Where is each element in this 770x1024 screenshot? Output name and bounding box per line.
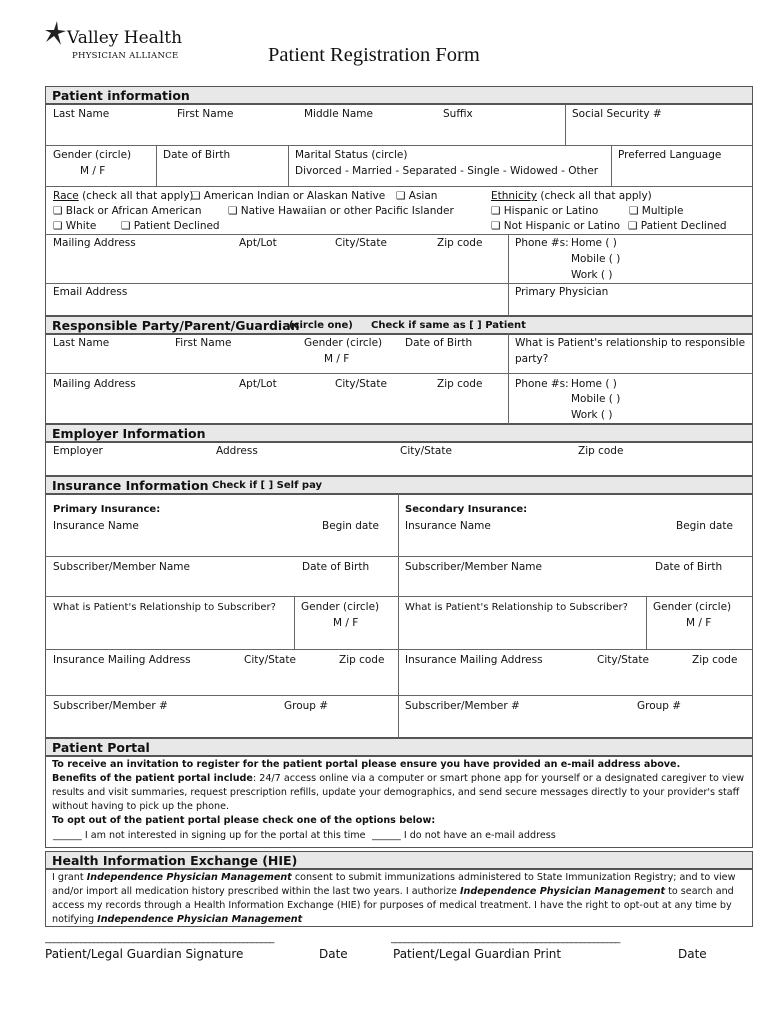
portal-text — [52, 758, 748, 828]
ethnicity-label: Ethnicity (check all that apply) — [491, 190, 652, 202]
responsible-circle-note: (circle one) — [289, 320, 353, 331]
race-option-asian[interactable]: ❑ Asian — [396, 190, 438, 202]
responsible-gender-field[interactable]: Gender (circle) — [304, 337, 383, 349]
patient-city-state-field[interactable]: City/State — [335, 237, 387, 249]
responsible-same-as-patient-checkbox[interactable]: Check if same as [ ] Patient — [371, 320, 526, 331]
primary-begin-date-field[interactable]: Begin date — [322, 520, 379, 532]
responsible-apt-field[interactable]: Apt/Lot — [239, 378, 277, 390]
patient-info-header: Patient information — [52, 88, 190, 103]
employer-city-state-field[interactable]: City/State — [400, 445, 452, 457]
hie-header: Health Information Exchange (HIE) — [52, 853, 298, 868]
secondary-subscriber-dob-field[interactable]: Date of Birth — [655, 561, 723, 573]
employer-address-field[interactable]: Address — [216, 445, 258, 457]
patient-last-name-field[interactable]: Last Name — [53, 108, 110, 120]
employer-header-bar — [45, 424, 753, 442]
primary-zip-field[interactable]: Zip code — [339, 654, 385, 666]
portal-opt-no-email[interactable]: ______ I do not have an e-mail address — [372, 830, 556, 841]
portal-header: Patient Portal — [52, 740, 150, 755]
responsible-dob-field[interactable]: Date of Birth — [405, 337, 473, 349]
responsible-first-name-field[interactable]: First Name — [175, 337, 232, 349]
primary-gender-options[interactable]: M / F — [333, 617, 359, 629]
employer-name-field[interactable]: Employer — [53, 445, 103, 457]
employer-zip-field[interactable]: Zip code — [578, 445, 624, 457]
patient-phone-mobile[interactable]: Mobile ( ) — [571, 253, 621, 265]
primary-mailing-address-field[interactable]: Insurance Mailing Address — [53, 654, 191, 666]
secondary-member-number-field[interactable]: Subscriber/Member # — [405, 700, 520, 712]
secondary-insurance-label: Secondary Insurance: — [405, 504, 528, 515]
logo-subtitle: PHYSICIAN ALLIANCE — [72, 51, 179, 61]
secondary-gender-options[interactable]: M / F — [686, 617, 712, 629]
ethnicity-option-declined[interactable]: ❑ Patient Declined — [628, 220, 727, 232]
ethnicity-option-not-hispanic[interactable]: ❑ Not Hispanic or Latino — [491, 220, 621, 232]
responsible-phone-home[interactable]: Home ( ) — [571, 378, 617, 390]
patient-info-header-bar — [45, 86, 753, 104]
patient-phone-work[interactable]: Work ( ) — [571, 269, 613, 281]
logo-name: Valley Health — [67, 28, 183, 48]
form-title: Patient Registration Form — [268, 44, 480, 66]
patient-marital-field: Marital Status (circle) — [295, 149, 408, 161]
hie-header-bar — [45, 851, 753, 869]
primary-subscriber-dob-field[interactable]: Date of Birth — [302, 561, 370, 573]
secondary-gender-field[interactable]: Gender (circle) — [653, 601, 732, 613]
portal-opt-not-interested[interactable]: ______ I am not interested in signing up for the portal at this time — [53, 830, 366, 841]
secondary-relationship-field[interactable]: What is Patient's Relationship to Subscriber? — [405, 602, 628, 613]
secondary-zip-field[interactable]: Zip code — [692, 654, 738, 666]
race-option-black[interactable]: ❑ Black or African American — [53, 205, 202, 217]
patient-mailing-address-field[interactable]: Mailing Address — [53, 237, 136, 249]
secondary-group-number-field[interactable]: Group # — [637, 700, 682, 712]
patient-primary-physician-field[interactable]: Primary Physician — [515, 286, 609, 298]
responsible-relationship-field[interactable]: What is Patient's relationship to responsible — [515, 337, 746, 349]
employer-header: Employer Information — [52, 426, 206, 441]
responsible-phone-work[interactable]: Work ( ) — [571, 409, 613, 421]
responsible-gender-options[interactable]: M / F — [324, 353, 350, 365]
insurance-header-bar — [45, 476, 753, 494]
primary-insurance-label: Primary Insurance: — [53, 504, 161, 515]
portal-benefits-label: Benefits of the patient portal include — [52, 773, 253, 784]
responsible-city-state-field[interactable]: City/State — [335, 378, 387, 390]
patient-phones-label: Phone #s: — [515, 237, 569, 249]
portal-invitation-text: To receive an invitation to register for the patient portal please ensure you have provided an e-mail address above. — [52, 759, 681, 770]
responsible-header: Responsible Party/Parent/Guardian — [52, 318, 300, 333]
secondary-city-state-field[interactable]: City/State — [597, 654, 649, 666]
patient-gender-options[interactable]: M / F — [80, 165, 106, 177]
primary-relationship-field[interactable]: What is Patient's Relationship to Subscriber? — [53, 602, 276, 613]
self-pay-checkbox[interactable]: Check if [ ] Self pay — [212, 480, 323, 491]
responsible-zip-field[interactable]: Zip code — [437, 378, 483, 390]
patient-dob-field[interactable]: Date of Birth — [163, 149, 231, 161]
employer-frame — [45, 442, 753, 476]
portal-opt-out-text: To opt out of the patient portal please check one of the options below: — [52, 815, 436, 826]
print-name-label: Patient/Legal Guardian Print — [393, 947, 562, 961]
ethnicity-option-hispanic[interactable]: ❑ Hispanic or Latino — [491, 205, 599, 217]
primary-member-number-field[interactable]: Subscriber/Member # — [53, 700, 168, 712]
hie-consent-text: I grant Independence Physician Management consent to submit immunizations administered to State Immunization Registry; and to view and/or import all medication history prescribed within the last two years. I authorize Independence Physician Management to search and access my records through a Health Information Exchange (HIE) for purposes of medical treatment. I have the right to opt-out at any time by notifying Independence Physician Management — [52, 872, 736, 925]
insurance-header: Insurance Information — [52, 478, 209, 493]
secondary-insurance-name-field[interactable]: Insurance Name — [405, 520, 491, 532]
patient-first-name-field[interactable]: First Name — [177, 108, 234, 120]
primary-city-state-field[interactable]: City/State — [244, 654, 296, 666]
race-option-american-indian[interactable]: ❑ American Indian or Alaskan Native — [191, 190, 386, 202]
patient-gender-field[interactable]: Gender (circle) — [53, 149, 132, 161]
portal-benefits-text: : 24/7 access online via a computer or smart phone app for yourself or a designated caregiver to view results and visit summaries, request prescription refills, update your demographics, and send secure messages directly to your provider's staff without having to pick up the phone. — [52, 773, 745, 812]
secondary-subscriber-name-field[interactable]: Subscriber/Member Name — [405, 561, 542, 573]
print-name-line[interactable]: ____________________________________________________ — [391, 933, 620, 944]
responsible-phone-mobile[interactable]: Mobile ( ) — [571, 393, 621, 405]
primary-subscriber-name-field[interactable]: Subscriber/Member Name — [53, 561, 190, 573]
signature-label: Patient/Legal Guardian Signature — [45, 947, 244, 961]
valley-health-star-icon — [42, 18, 68, 48]
responsible-header-bar — [45, 316, 753, 334]
patient-zip-field[interactable]: Zip code — [437, 237, 483, 249]
patient-marital-options[interactable]: Divorced - Married - Separated - Single - Widowed - Other — [295, 165, 599, 177]
print-date-label: Date — [678, 947, 707, 961]
ethnicity-option-multiple[interactable]: ❑ Multiple — [629, 205, 684, 217]
race-label: Race (check all that apply) — [53, 190, 194, 202]
portal-header-bar — [45, 738, 753, 756]
responsible-mailing-field[interactable]: Mailing Address — [53, 378, 136, 390]
signature-date-label: Date — [319, 947, 348, 961]
primary-gender-field[interactable]: Gender (circle) — [301, 601, 380, 613]
patient-middle-name-field[interactable]: Middle Name — [304, 108, 373, 120]
race-option-declined[interactable]: ❑ Patient Declined — [121, 220, 220, 232]
race-option-white[interactable]: ❑ White — [53, 220, 97, 232]
patient-ssn-field[interactable]: Social Security # — [572, 108, 662, 120]
patient-email-field[interactable]: Email Address — [53, 286, 128, 298]
patient-apt-field[interactable]: Apt/Lot — [239, 237, 277, 249]
responsible-phones-label: Phone #s: — [515, 378, 569, 390]
primary-group-number-field[interactable]: Group # — [284, 700, 329, 712]
secondary-begin-date-field[interactable]: Begin date — [676, 520, 733, 532]
patient-phone-home[interactable]: Home ( ) — [571, 237, 617, 249]
patient-suffix-field[interactable]: Suffix — [443, 108, 473, 120]
responsible-last-name-field[interactable]: Last Name — [53, 337, 110, 349]
primary-insurance-name-field[interactable]: Insurance Name — [53, 520, 139, 532]
race-option-native-hawaiian[interactable]: ❑ Native Hawaiian or other Pacific Islander — [228, 205, 454, 217]
signature-line[interactable]: ____________________________________________________ — [45, 933, 274, 944]
secondary-mailing-address-field[interactable]: Insurance Mailing Address — [405, 654, 543, 666]
logo — [42, 18, 192, 66]
responsible-relationship-field-cont: party? — [515, 353, 549, 365]
patient-preferred-language-field[interactable]: Preferred Language — [618, 149, 722, 161]
